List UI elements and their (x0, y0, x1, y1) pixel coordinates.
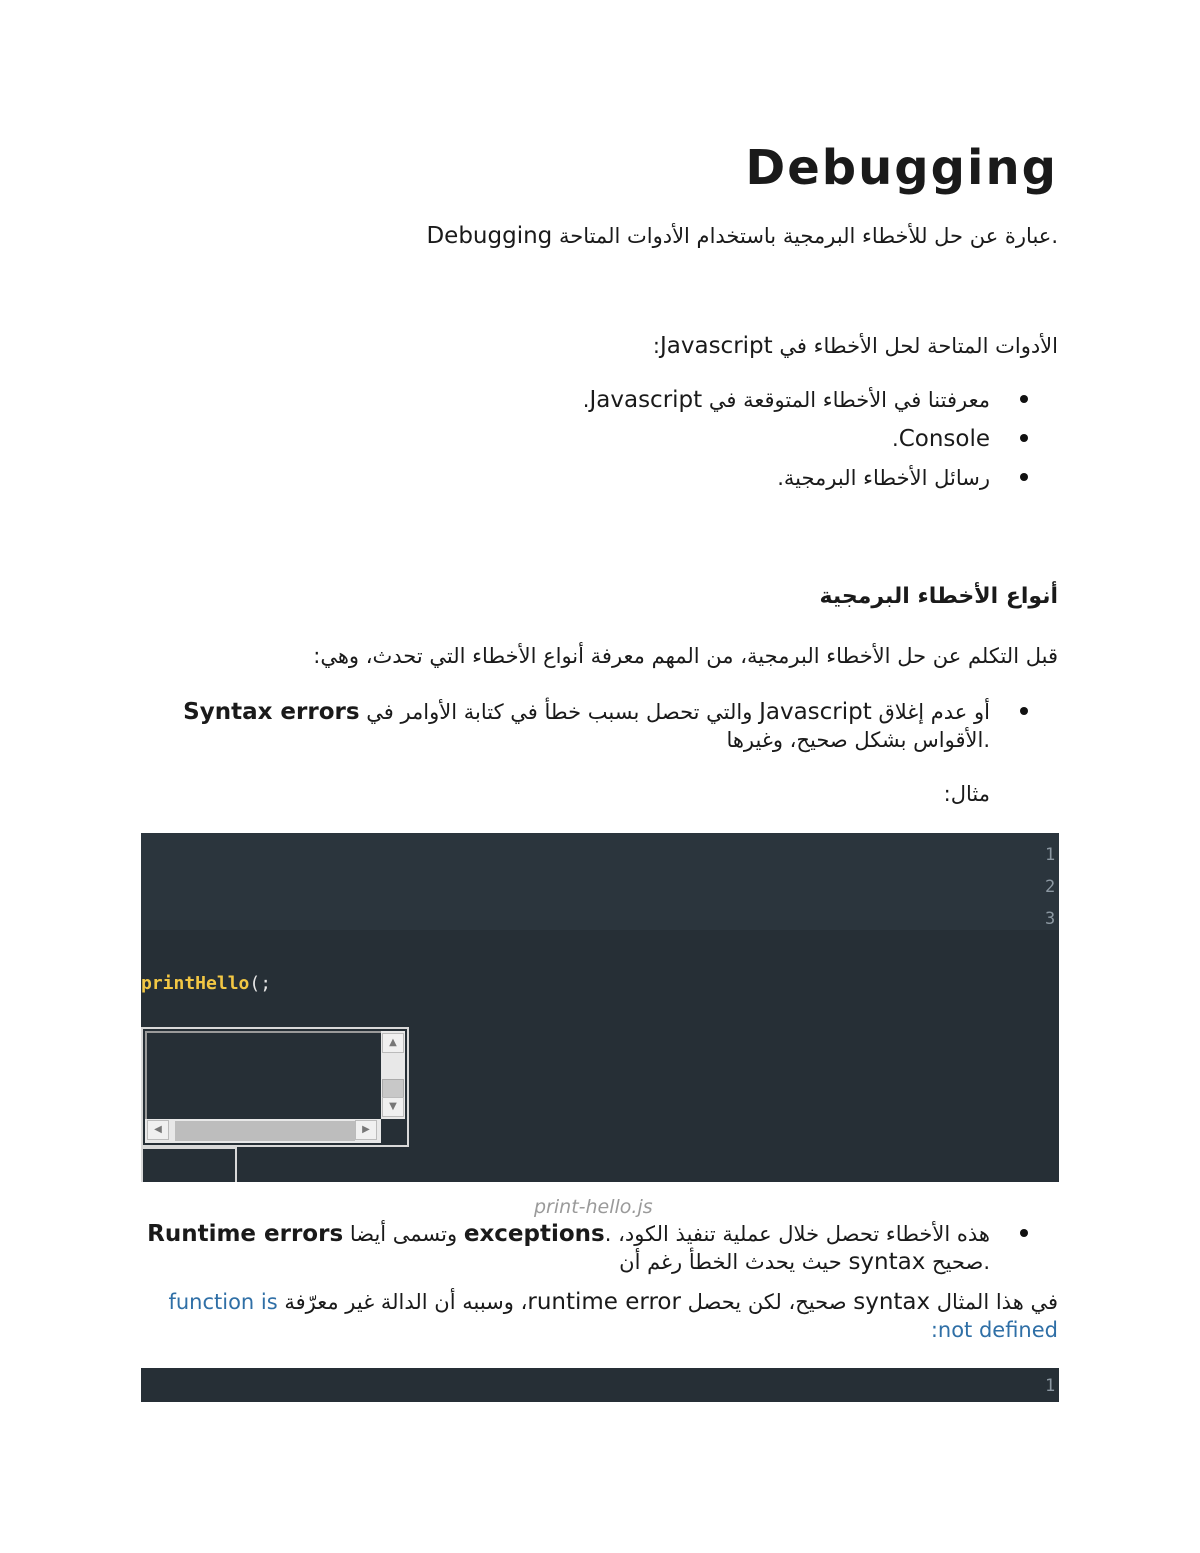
intro-term: Debugging (426, 223, 553, 249)
tools-heading-text: الأدوات المتاحة لحل الأخطاء في (772, 334, 1058, 358)
output-tab[interactable] (141, 1147, 237, 1182)
list-item (140, 464, 990, 503)
list-item (140, 386, 990, 425)
tools-list (140, 386, 990, 503)
page-title: Debugging (745, 140, 1058, 196)
scroll-left-icon[interactable]: ◀ (147, 1120, 169, 1140)
types-intro: قبل التكلم عن حل الأخطاء البرمجية، من المهم معرفة أنواع الأخطاء التي تحدث، وهي: (313, 644, 1058, 668)
syntax-text-2: أو عدم إغلاق الأقواس بشكل صحيح، وغيرها. (726, 700, 990, 752)
tools-heading-suffix: : (652, 334, 660, 358)
bullet-icon (1020, 707, 1028, 715)
list-item-text: معرفتنا في الأخطاء المتوقعة في (702, 388, 990, 412)
list-item-text: رسائل الأخطاء البرمجية. (777, 466, 990, 490)
code-header-band (141, 833, 1059, 930)
runtime-term: Runtime errors (147, 1221, 344, 1247)
runtime-term-2: exceptions (463, 1221, 605, 1247)
code-block (141, 1368, 1059, 1402)
example-term-2: runtime error (527, 1289, 681, 1315)
output-textarea[interactable] (145, 1031, 381, 1119)
code-line (141, 973, 271, 994)
example-text-1: في هذا المثال (930, 1290, 1058, 1314)
scroll-up-icon[interactable]: ▲ (382, 1033, 404, 1053)
intro-paragraph (128, 222, 1058, 250)
example-suffix: : (930, 1318, 938, 1342)
runtime-text-2: . هذه الأخطاء تحصل خلال عملية تنفيذ الكود، حيث يحدث الخطأ رغم أن (604, 1222, 990, 1274)
list-item-suffix: . (582, 388, 590, 412)
runtime-text-3: صحيح. (925, 1250, 990, 1274)
line-number: 3 (1045, 909, 1056, 929)
code-function: printHello (141, 973, 250, 994)
code-caption: print-hello.js (534, 1196, 653, 1218)
syntax-term: Syntax errors (183, 699, 360, 725)
horizontal-scroll-thumb[interactable] (175, 1121, 355, 1141)
types-heading: أنواع الأخطاء البرمجية (819, 584, 1058, 609)
line-number: 2 (1045, 877, 1056, 897)
horizontal-scrollbar[interactable] (145, 1119, 381, 1143)
list-item-suffix: . (892, 427, 899, 451)
scrollbar-corner (381, 1119, 405, 1143)
code-punctuation: (; (249, 973, 272, 994)
error-message-link[interactable]: function is not defined (168, 1290, 1058, 1342)
example-text-2: صحيح، لكن يحصل (680, 1290, 854, 1314)
example-paragraph (128, 1288, 1058, 1344)
example-text-3: ، وسببه أن الدالة غير معرّفة (277, 1290, 528, 1314)
bullet-icon (1020, 434, 1028, 442)
line-number: 1 (1045, 1376, 1056, 1396)
scroll-right-icon[interactable]: ▶ (355, 1120, 377, 1140)
tools-heading-term: Javascript (659, 333, 773, 359)
code-block (141, 833, 1059, 1182)
example-term-1: syntax (853, 1289, 931, 1315)
runtime-errors-item (140, 1220, 990, 1276)
syntax-errors-item (160, 698, 990, 754)
vertical-scroll-thumb[interactable] (382, 1079, 404, 1099)
tools-heading (128, 332, 1058, 360)
scroll-down-icon[interactable]: ▼ (382, 1097, 404, 1117)
intro-text: عبارة عن حل للأخطاء البرمجية باستخدام الأدوات المتاحة. (552, 224, 1058, 248)
syntax-text-1: والتي تحصل بسبب خطأ في كتابة الأوامر في (359, 700, 760, 724)
list-item-term: Console (898, 426, 990, 452)
output-widget (141, 1027, 409, 1147)
bullet-icon (1020, 1229, 1028, 1237)
line-number: 1 (1045, 845, 1056, 865)
runtime-text-1: وتسمى أيضا (343, 1222, 464, 1246)
bullet-icon (1020, 395, 1028, 403)
vertical-scrollbar[interactable] (381, 1031, 405, 1119)
list-item (140, 425, 990, 464)
example-label: مثال: (943, 782, 990, 806)
runtime-term-3: syntax (848, 1249, 926, 1275)
syntax-term-2: Javascript (759, 699, 872, 725)
list-item-term: Javascript (589, 387, 703, 413)
bullet-icon (1020, 473, 1028, 481)
